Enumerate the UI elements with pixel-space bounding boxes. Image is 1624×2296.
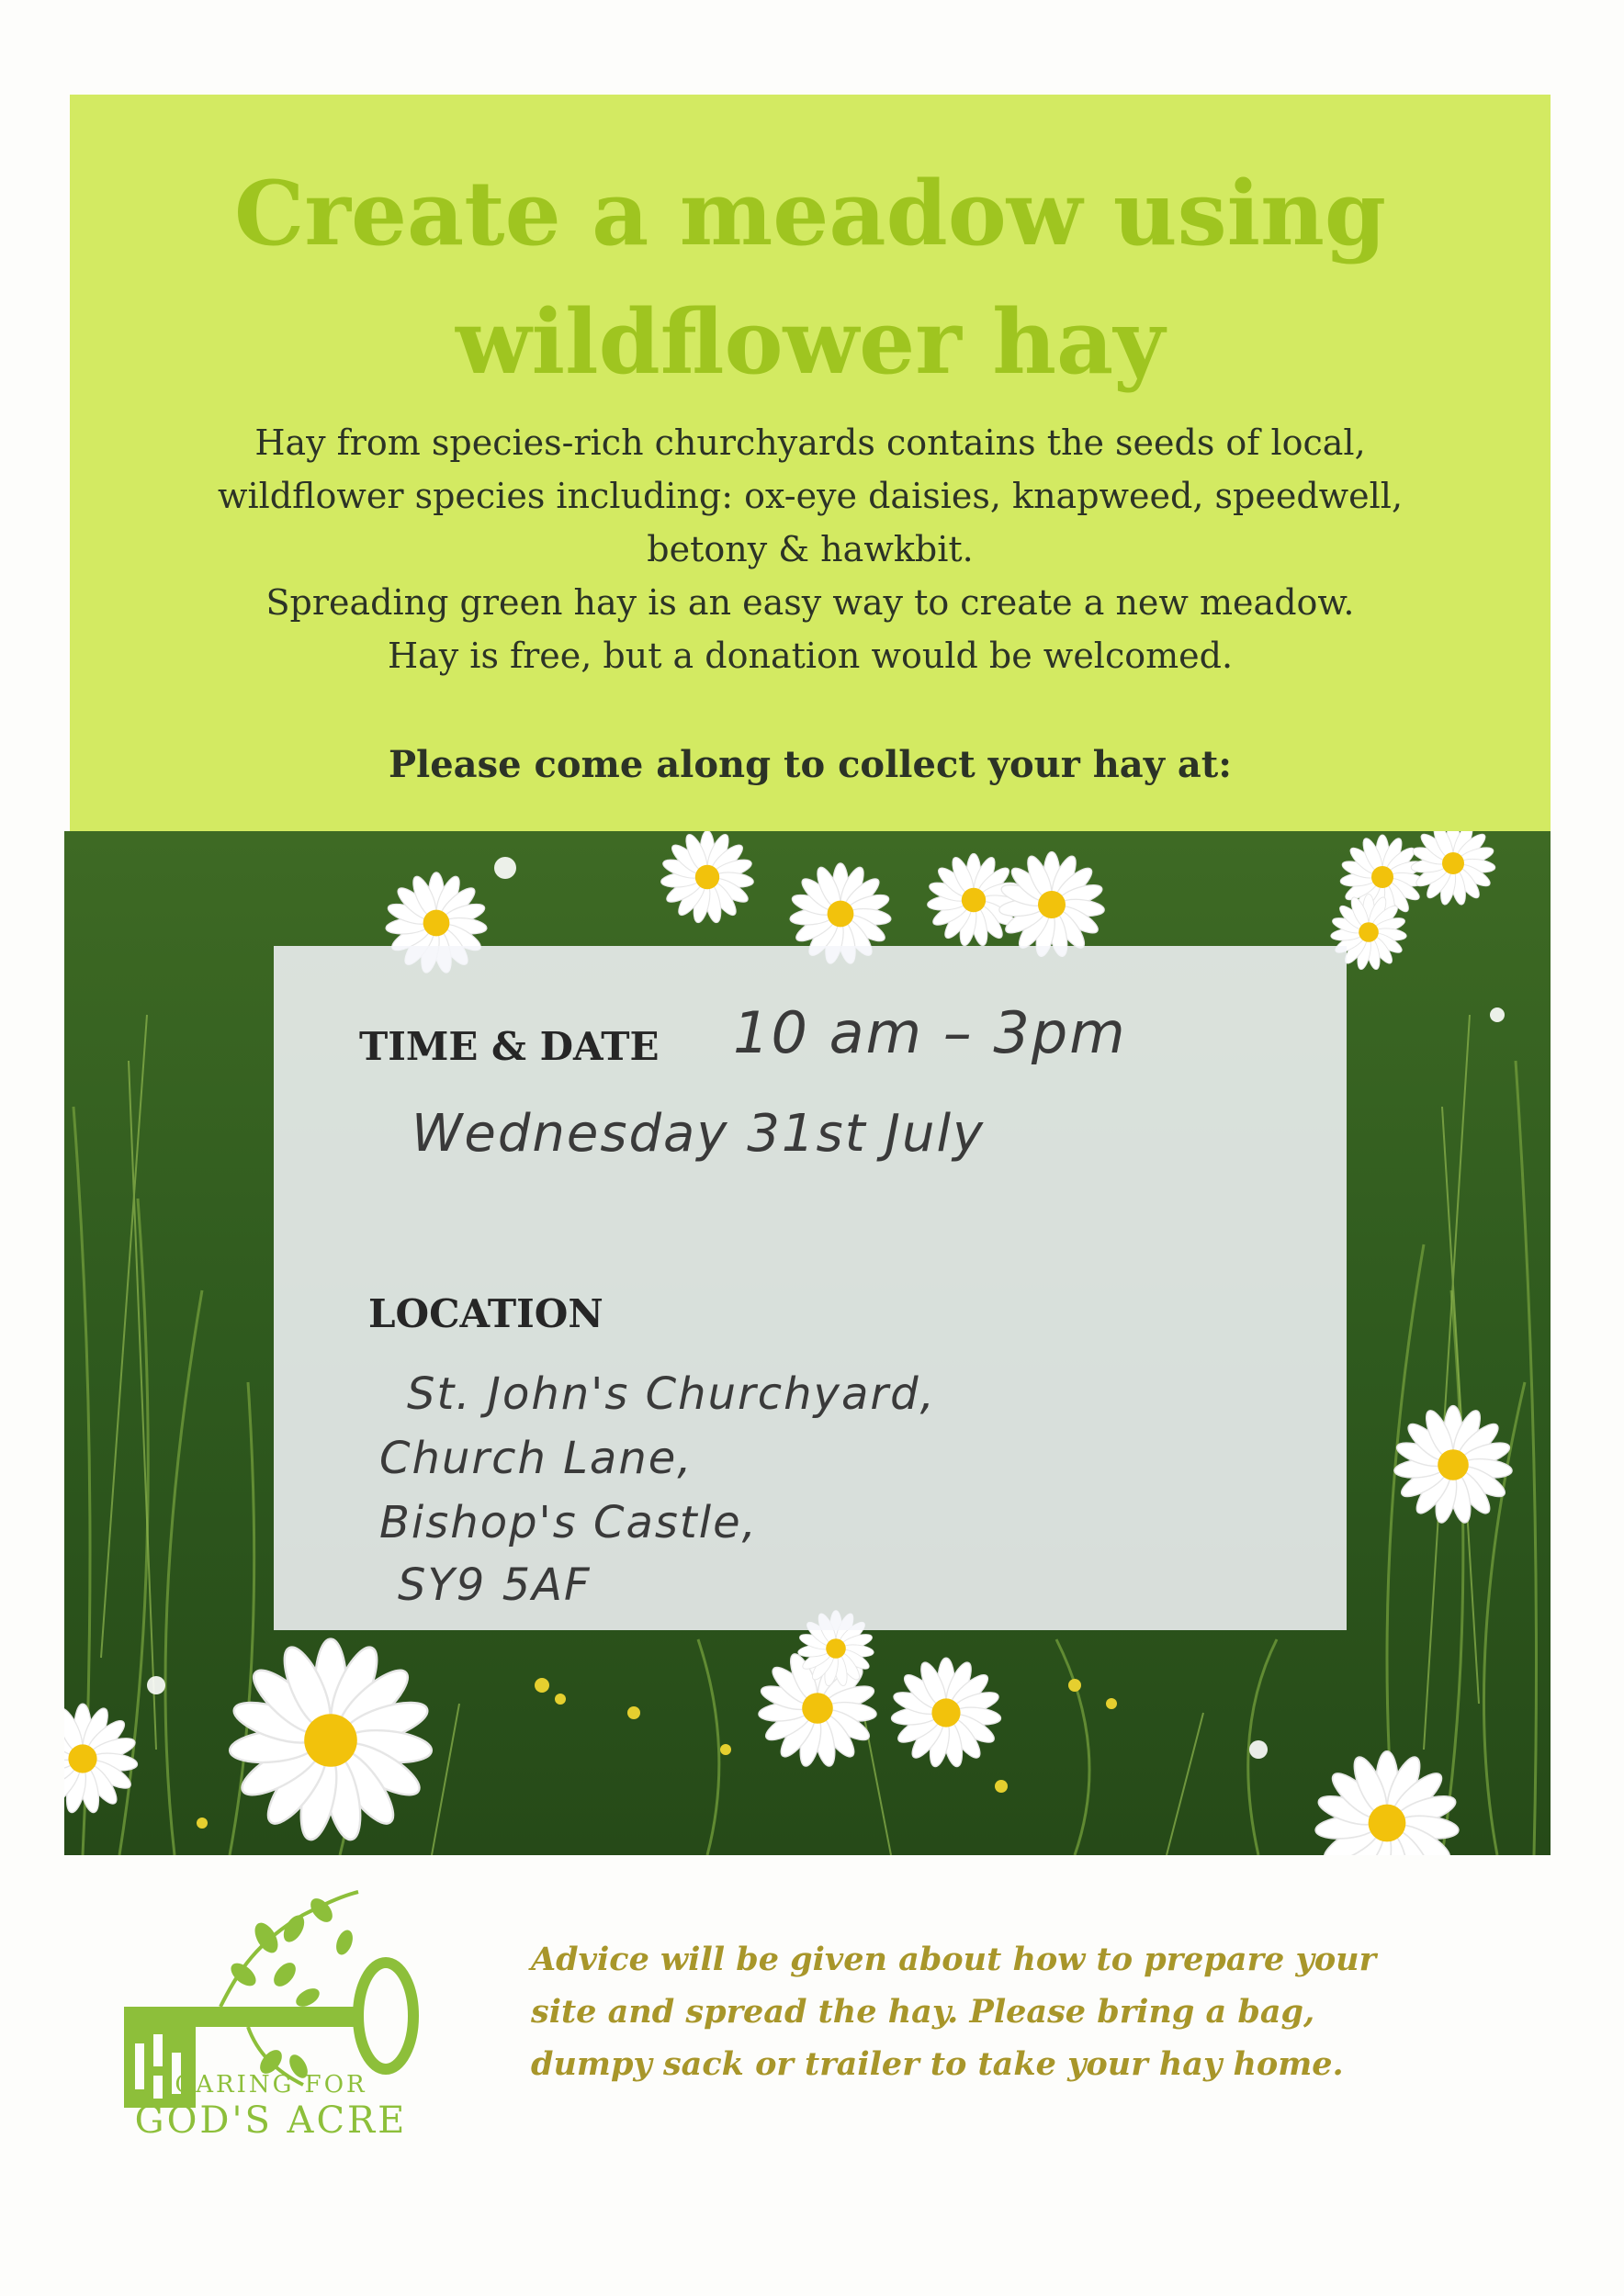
location-line: Bishop's Castle, [379, 1497, 758, 1548]
meadow-photo [64, 831, 1551, 1855]
intro-line: Spreading green hay is an easy way to create a new meadow. [265, 582, 1355, 623]
intro-line: Hay is free, but a donation would be welcomed. [387, 636, 1234, 676]
header-banner [70, 95, 1551, 831]
time-value: 10 am – 3pm [733, 999, 1127, 1066]
logo-caption-bottom: GOD'S ACRE [134, 2099, 408, 2142]
intro-text [70, 416, 1551, 682]
event-details-card [274, 946, 1347, 1630]
advice-line: site and spread the hay. Please bring a bag, [531, 1993, 1315, 2031]
logo-caption-top: CARING FOR [175, 2071, 367, 2099]
date-value: Wednesday 31st July [412, 1104, 986, 1164]
advice-text [531, 1933, 1541, 2090]
advice-line: dumpy sack or trailer to take your hay home. [531, 2045, 1344, 2083]
intro-line: wildflower species including: ox-eye daisies, knapweed, speedwell, [217, 476, 1404, 516]
location-line: St. John's Churchyard, [407, 1368, 936, 1420]
intro-line: Hay from species-rich churchyards contains the seeds of local, [254, 422, 1366, 463]
title-line-1: Create a meadow using [233, 162, 1387, 265]
title-line-2: wildflower hay [455, 290, 1166, 394]
time-date-label: TIME & DATE [359, 1024, 660, 1069]
call-to-action: Please come along to collect your hay at: [388, 743, 1233, 786]
advice-line: Advice will be given about how to prepare your [531, 1941, 1377, 1978]
location-label: LOCATION [368, 1291, 603, 1336]
intro-line: betony & hawkbit. [647, 529, 974, 569]
location-line: SY9 5AF [398, 1559, 592, 1611]
page-title [70, 150, 1551, 407]
location-line: Church Lane, [379, 1433, 694, 1484]
